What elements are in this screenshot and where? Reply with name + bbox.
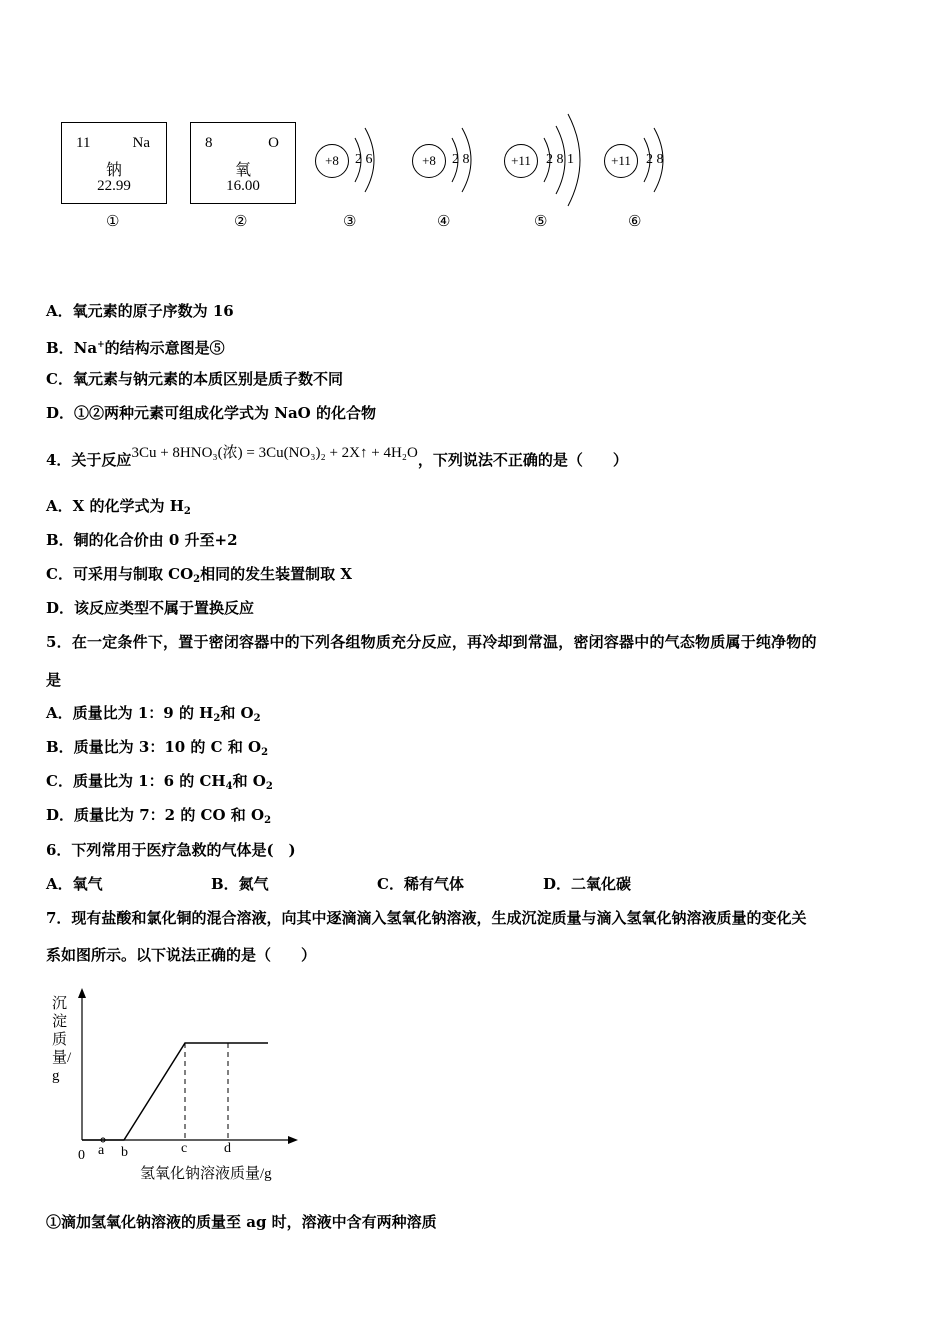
label-2: ② — [234, 214, 248, 230]
q3-option-d: D．①②两种元素可组成化学式为 NaO 的化合物 — [46, 404, 376, 422]
sodium-card — [61, 122, 167, 204]
q7-statement-1: ①滴加氢氧化钠溶液的质量至 ag 时，溶液中含有两种溶质 — [46, 1213, 437, 1231]
q3-option-b-post: 的结构示意图是⑤ — [104, 339, 225, 357]
q5-option-a-pre: A．质量比为 1：9 的 H — [46, 704, 214, 722]
q4-stem-pre: 4．关于反应 — [46, 451, 132, 469]
q5-stem: 5．在一定条件下，置于密闭容器中的下列各组物质充分反应，再冷却到常温，密闭容器中的气态物质属于纯净物的 — [46, 633, 817, 651]
q5-option-b — [46, 737, 268, 763]
q7-stem: 7．现有盐酸和氯化铜的混合溶液，向其中逐滴滴入氢氧化钠溶液，生成沉淀质量与滴入氢氧化钠溶液质量的变化关 — [46, 909, 807, 927]
nucleus: +8 — [315, 144, 349, 178]
q6-option-d: D．二氧化碳 — [543, 875, 632, 893]
label-4: ④ — [437, 214, 451, 230]
tick-label-a: a — [98, 1143, 105, 1158]
precipitate-chart — [40, 985, 320, 1185]
q5-option-d-sub: 2 — [264, 815, 272, 826]
q6-stem: 6．下列常用于医疗急救的气体是( ) — [46, 841, 296, 859]
atomic-number: 11 — [76, 135, 91, 151]
q5-option-d — [46, 805, 271, 831]
electron-config: 2 6 — [355, 152, 373, 167]
q3-option-b-pre: B．Na — [46, 339, 98, 357]
atom-diagram-3 — [315, 110, 415, 210]
x-axis-arrow — [288, 1136, 298, 1144]
q6-option-c: C．稀有气体 — [377, 875, 464, 893]
atom-diagram-5 — [504, 110, 604, 210]
q5-option-c-mid: 和 O — [232, 772, 266, 790]
label-3: ③ — [343, 214, 357, 230]
q4-equation: 3Cu + 8HNO₃(浓) = 3Cu(NO₃)₂ + 2X↑ + 4H₂O — [131, 445, 418, 461]
atomic-mass: 22.99 — [97, 178, 131, 194]
q5-option-d-pre: D．质量比为 7：2 的 CO 和 O — [46, 806, 265, 824]
electron-config: 2 8 — [646, 152, 664, 167]
q4-option-c-pre: C．可采用与制取 CO — [46, 565, 194, 583]
q4-option-a-sub: 2 — [183, 506, 191, 517]
label-6: ⑥ — [628, 214, 642, 230]
atom-diagram-6 — [604, 110, 704, 210]
q4-option-c-post: 相同的发生装置制取 X — [200, 565, 353, 583]
q5-option-c-pre: C．质量比为 1：6 的 CH — [46, 772, 226, 790]
q5-option-b-pre: B．质量比为 3：10 的 C 和 O — [46, 738, 262, 756]
q5-option-b-sub: 2 — [261, 747, 269, 758]
tick-label-c: c — [181, 1141, 188, 1156]
q5-option-c — [46, 771, 273, 797]
q4-option-d: D．该反应类型不属于置换反应 — [46, 599, 255, 617]
q7-stem-cont: 系如图所示。以下说法正确的是（ ） — [46, 946, 317, 964]
q4-option-a — [46, 496, 191, 522]
q5-option-a — [46, 703, 261, 729]
atomic-number: 8 — [205, 135, 213, 151]
element-symbol: Na — [132, 135, 150, 151]
q5-option-c-sub2: 2 — [265, 781, 273, 792]
q6-option-b: B．氮气 — [211, 875, 269, 893]
q3-option-b-sup: + — [97, 340, 105, 350]
q4-option-c-sub: 2 — [193, 574, 201, 585]
nucleus: +8 — [412, 144, 446, 178]
y-axis-label: 沉淀质量/g — [52, 996, 72, 1084]
q4-option-a-pre: A．X 的化学式为 H — [46, 497, 184, 515]
q3-option-a: A．氧元素的原子序数为 16 — [46, 302, 234, 320]
q5-stem-cont: 是 — [46, 671, 62, 689]
q5-option-a-sub2: 2 — [253, 713, 261, 724]
element-name: 钠 — [105, 162, 122, 179]
origin-label: 0 — [78, 1148, 85, 1163]
atomic-mass: 16.00 — [226, 178, 260, 194]
x-axis-label: 氢氧化钠溶液质量/g — [140, 1166, 272, 1182]
q5-option-c-sub: 4 — [225, 781, 233, 792]
q4-stem — [46, 445, 628, 471]
q3-option-c: C．氧元素与钠元素的本质区别是质子数不同 — [46, 370, 343, 388]
y-axis-arrow — [78, 988, 86, 998]
element-name: 氧 — [234, 162, 251, 179]
label-1: ① — [106, 214, 120, 230]
q4-option-c — [46, 564, 352, 590]
nucleus: +11 — [504, 144, 538, 178]
tick-label-d: d — [224, 1141, 231, 1156]
q6-option-a: A．氧气 — [46, 875, 103, 893]
q4-option-b: B．铜的化合价由 0 升至+2 — [46, 531, 238, 549]
electron-config: 2 8 — [452, 152, 470, 167]
data-line — [82, 1043, 268, 1140]
oxygen-card — [190, 122, 296, 204]
q5-option-a-sub: 2 — [213, 713, 221, 724]
label-5: ⑤ — [534, 214, 548, 230]
atom-diagram-4 — [412, 110, 512, 210]
electron-config: 2 8 1 — [546, 152, 574, 167]
q5-option-a-mid: 和 O — [220, 704, 254, 722]
q4-stem-post: ，下列说法不正确的是（ ） — [417, 451, 628, 469]
q3-option-b — [46, 335, 225, 358]
nucleus: +11 — [604, 144, 638, 178]
element-symbol: O — [268, 135, 279, 151]
tick-label-b: b — [121, 1145, 128, 1160]
